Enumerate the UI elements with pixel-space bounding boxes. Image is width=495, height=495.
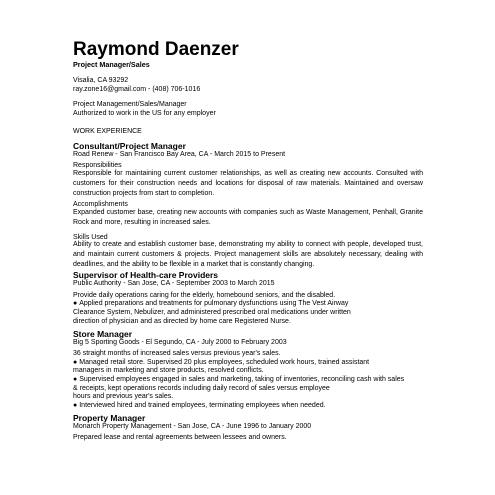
job-meta: Monarch Property Management - San Jose, CA - June 1996 to January 2000 [73,423,312,430]
job-bullet-line: ● Managed retail store. Supervised 20 plus employees, scheduled work hours, trained assistant [73,359,370,366]
job-description-line: Clearance System, Nebulizer, and administered prescribed oral medications under written [73,309,351,316]
candidate-name: Raymond Daenzer [73,39,239,60]
bullet-icon: ● [73,359,78,366]
job-title: Consultant/Project Manager [73,141,186,151]
objective: Project Management/Sales/Manager [73,101,187,108]
job-description-line: hours and previous year's sales. [73,393,174,400]
job-title: Supervisor of Health-care Providers [73,270,219,280]
job-description-line: & receipts, kept operations records including daily record of sales versus employee [73,385,330,392]
job-meta: Big 5 Sporting Goods - El Segundo, CA - July 2000 to February 2003 [73,339,287,346]
job-title: Property Manager [73,413,146,423]
candidate-title: Project Manager/Sales [73,60,150,69]
skills-heading: Skills Used [73,234,108,241]
job-bullet-line: ● Supervised employees engaged in sales and marketing, taking of inventories, reconciling cash with sales [73,376,405,383]
job-description-line: managers in marketing and store products, resolved conflicts. [73,367,264,374]
job-description-line: Provide daily operations caring for the elderly, homebound seniors, and the disabled. [73,292,336,299]
location: Visalia, CA 93292 [73,77,129,84]
job-title: Store Manager [73,329,133,339]
bullet-icon: ● [73,402,78,409]
contact-info: ray.zone16@gmail.com - (408) 706-1016 [73,86,201,93]
job-description-line: 36 straight months of increased sales versus previous year's sales. [73,350,281,357]
job-description-line: Prepared lease and rental agreements between lessees and owners. [73,434,287,441]
responsibilities-text: Responsible for maintaining current customer relationships, as well as creating new accounts. Consulted with customers for their construction needs and locations for disposal of raw materials. Maintained and oversaw construction projects from start to completion. [73,170,423,197]
responsibilities-heading: Responsibilities [73,162,122,169]
job-description-line: direction of physician and as directed by home care Registered Nurse. [73,318,291,325]
bullet-icon: ● [73,376,78,383]
section-title-work-experience: WORK EXPERIENCE [73,128,142,135]
bullet-icon: ● [73,300,78,307]
job-meta: Public Authority - San Jose, CA - September 2003 to March 2015 [73,280,275,287]
skills-text: Ability to create and establish customer base, demonstrating my ability to connect with people, developed trust, and maintain current customers & projects. Project management skills are absolutely necessary, dealing with deadlines, and the ability to be flexible in a market that is constantly changing. [73,241,423,268]
work-authorization: Authorized to work in the US for any employer [73,110,216,117]
job-meta: Road Renew - San Francisco Bay Area, CA - March 2015 to Present [73,151,286,158]
accomplishments-heading: Accomplishments [73,201,128,208]
accomplishments-text: Expanded customer base, creating new accounts with companies such as Waste Management, Penhall, Granite Rock and more, resulting in increased sales. [73,209,423,226]
job-bullet-line: ● Interviewed hired and trained employees, terminating employees when needed. [73,402,326,409]
job-bullet-line: ● Applied preparations and treatments for pulmonary dysfunctions using The Vest Airway [73,300,349,307]
